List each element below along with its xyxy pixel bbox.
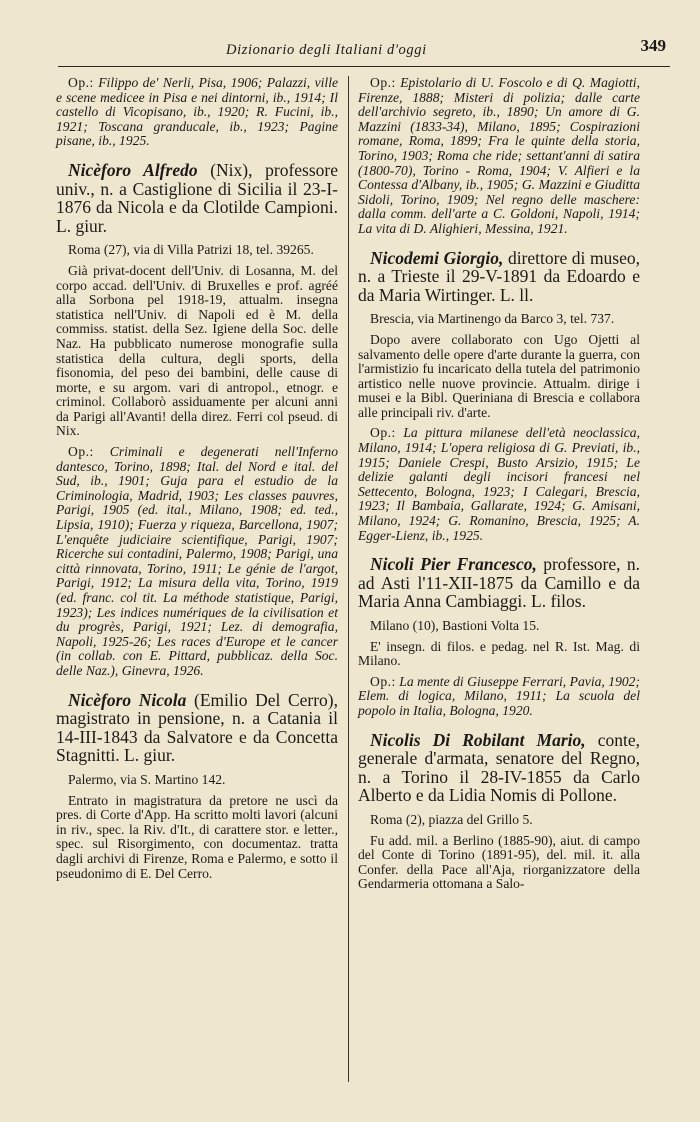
works-label: Op.:: [370, 673, 396, 689]
entry-biography: Già privat-docent dell'Univ. di Losanna, M. del corpo accad. dell'Univ. di Bruxelles e prof. agréé alla Sorbona pel 1918-19, attualm. insegna statistica nell'Univ. di Napoli ed è M. della commiss. statist. della Sez. Igiene della Soc. delle Naz. Ha pubblicato numerose monografie sulla statistica della cultura, degli sports, della fisonomia, del peso dei bambini, delle cause di morte, e su argom. vari di antropol., etnogr. e criminol. Collaborò assiduamente per alcuni anni da Parigi all'Avanti! della direz. Ferri col pseud. di Nix.: [56, 262, 338, 439]
works-text: La pittura milanese dell'età neoclassica, Milano, 1914; L'opera religiosa di G. Previati, ib., 1915; Daniele Crespi, Busto Arsizio, 1915; Le delizie galanti degli incisori francesi nel Settecento, Bologna, 1923; I Calegari, Brescia, 1923; Il Bambaia, Gallarate, 1924; G. Amisani, Milano, 1924; G. Romanino, Brescia, 1925; A. Egger-Lienz, ib., 1925.: [358, 425, 640, 543]
continued-works: [358, 76, 640, 237]
entry-description: (Nix), professore univ., n. a Castiglione di Sicilia il 23-I-1876 da Nicola e da Clotilde Campioni. L. giur.: [56, 159, 339, 236]
works-label: Op.:: [68, 444, 94, 460]
entry-heading: [56, 691, 338, 765]
entry-works: [56, 445, 338, 679]
entry-description: direttore di museo, n. a Trieste il 29-V-1891 da Edoardo e da Maria Wirtinger. L. ll.: [358, 247, 641, 305]
works-text: La mente di Giuseppe Ferrari, Pavia, 1902; Elem. di logica, Milano, 1911; La scuola del popolo in Italia, Bologna, 1920.: [358, 673, 640, 718]
entry-biography: Entrato in magistratura da pretore ne uscì da pres. di Corte d'App. Ha scritto molti lavori (alcuni in riv., spec. la Riv. d'It., di carattere stor. e letter., spec. sul Risorgimento, con documentaz. tratta dagli archivi di Firenze, Roma e Palermo, e sotto il pseudonimo di E. Del Cerro.: [56, 792, 338, 881]
entry-name: Nicoli Pier Francesco,: [370, 554, 537, 575]
entry-description: (Emilio Del Cerro), magistrato in pensione, n. a Catania il 14-III-1843 da Salvatore e da Concetta Stagnitti. L. giur.: [56, 689, 338, 766]
works-label: Op.:: [370, 425, 396, 441]
entry-address: Palermo, via S. Martino 142.: [68, 771, 226, 787]
entry-address: Roma (2), piazza del Grillo 5.: [370, 811, 533, 827]
entry-address: Brescia, via Martinengo da Barco 3, tel. 737.: [370, 311, 615, 327]
page-number: 349: [640, 36, 666, 55]
right-column: [358, 76, 640, 898]
entry-works: [358, 675, 640, 719]
continued-works: [56, 76, 338, 149]
entry-address: Roma (27), via di Villa Patrizi 18, tel. 39265.: [68, 242, 314, 258]
left-column: [56, 76, 338, 887]
entry-heading: [358, 249, 640, 305]
running-title: Dizionario degli Italiani d'oggi: [226, 42, 427, 58]
entry-heading: [56, 161, 338, 235]
header-rule: [58, 66, 670, 67]
entry-works: [358, 426, 640, 543]
entry-name: Nicèforo Nicola: [68, 689, 187, 710]
entry-biography: Dopo avere collaborato con Ugo Ojetti al salvamento delle opere d'arte durante la guerra, con l'armistizio fu incaricato della tutela del patrimonio artistico nelle nuove provincie. Attualm. dirige i musei e la Bibl. Queriniana di Brescia e collabora alle principali riv. d'arte.: [358, 331, 640, 420]
works-label: Op.:: [370, 75, 396, 90]
works-text: Epistolario di U. Foscolo e di Q. Magiotti, Firenze, 1888; Misteri di polizia; dalle carte dell'archivio segreto, ib., 1890; Un amore di G. Mazzini (1833-34), Milano, 1895; Cospirazioni romane, Roma, 1899; Fra le quinte della storia, Torino, 1903; Roma che ride; settant'anni di satira (1800-70), Torino - Roma, 1904; V. Alfieri e la Contessa d'Albany, ib., 1905; G. Mazzini e Giuditta Sidoli, Torino, 1909; Nel regno delle maschere: dalla comm. dell'arte a C. Goldoni, Napoli, 1914; La vita di D. Alighieri, Messina, 1921.: [358, 75, 640, 236]
column-divider: [348, 76, 349, 1082]
entry-description: professore, n. ad Asti l'11-XII-1875 da Camillo e da Maria Anna Cambiaggi. L. filos.: [358, 554, 641, 612]
works-text: Criminali e degenerati nell'Inferno dantesco, Torino, 1898; Ital. del Nord e ital. del Sud, ib., 1901; Guja para el estudio de la Criminologia, Madrid, 1903; Les classes pauvres, Parigi, 1905 (ed. ital., Milano, 1908; ed. ted., Lipsia, 1910); Fuerza y riqueza, Barcellona, 1907; L'enquête judiciaire scientifique, Parigi, 1907; Ricerche sui contadini, Palermo, 1908; Parigi, una città rinnovata, Torino, 1911; Le génie de l'argot, Parigi, 1912; La misura della vita, Torino, 1919 (ed. franc. col tit. La méthode statistique, Parigi, 1923); Les indices numériques de la civilisation et du progrès, Parigi, 1921; Lez. di demografia, Napoli, 1925-26; Les races d'Europe et le cancer (in collab. con E. Pittard, pubblicaz. della Soc. delle Naz.), Ginevra, 1926.: [56, 444, 338, 678]
entry-name: Nicèforo Alfredo: [68, 159, 198, 180]
page-header: [0, 30, 700, 56]
entry-biography: Fu add. mil. a Berlino (1885-90), aiut. di campo del Conte di Torino (1891-95), del. mil. it. alla Confer. della Pace all'Aja, riorganizzatore della Gendarmeria ottomana a Salo-: [358, 832, 640, 892]
works-text: Filippo de' Nerli, Pisa, 1906; Palazzi, ville e scene medicee in Pisa e nei dintorni, ib., 1914; Il castello di Vicopisano, ib., 1920; R. Fucini, ib., 1921; Toscana granducale, ib., 1923; Pagine pisane, ib., 1925.: [56, 75, 338, 149]
entry-name: Nicodemi Giorgio,: [370, 247, 504, 268]
entry-description: conte, generale d'armata, senatore del Regno, n. a Torino il 28-IV-1855 da Carlo Alberto e da Lidia Nomis di Pollone.: [358, 729, 640, 806]
entry-name: Nicolis Di Robilant Mario,: [370, 729, 586, 750]
works-label: Op.:: [68, 75, 94, 90]
entry-heading: [358, 555, 640, 611]
entry-heading: [358, 731, 640, 805]
entry-biography: E' insegn. di filos. e pedag. nel R. Ist. Mag. di Milano.: [358, 638, 640, 669]
entry-address: Milano (10), Bastioni Volta 15.: [370, 618, 540, 633]
